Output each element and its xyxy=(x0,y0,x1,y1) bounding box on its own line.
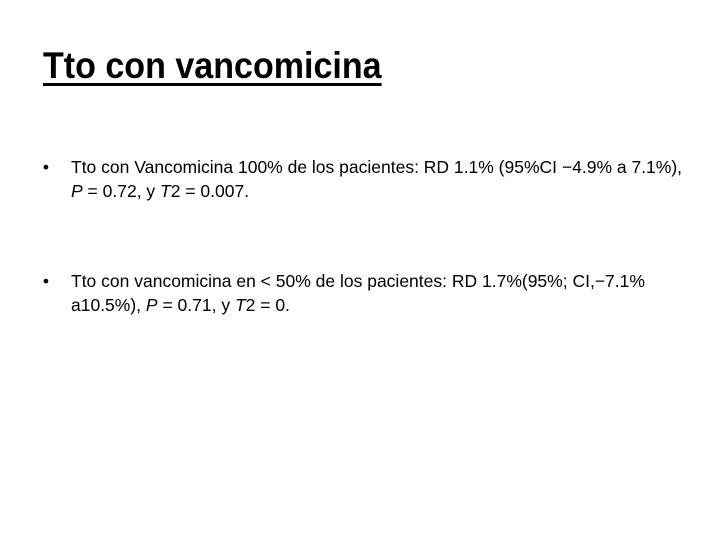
bullet-item-2 xyxy=(36,269,686,317)
bullet-text-part: Tto con vancomicina en < 50% de los pacientes: RD 1.7%(95%; CI,−7.1% a10.5%), xyxy=(71,271,645,315)
bullet-item-1 xyxy=(36,155,686,203)
bullet-marker: • xyxy=(42,157,50,177)
bullet-marker: • xyxy=(42,271,50,291)
bullet-text-part: 2 = 0. xyxy=(245,295,290,315)
bullet-text-part: 2 = 0.007. xyxy=(170,181,250,201)
bullet-text xyxy=(71,155,686,203)
bullet-text-part: Tto con Vancomicina 100% de los pacientes: RD 1.1% (95%CI −4.9% a 7.1%), xyxy=(71,157,683,177)
p-value-label: P xyxy=(145,295,158,315)
bullet-list xyxy=(36,155,686,383)
bullet-text-part: = 0.72, y xyxy=(82,181,161,201)
p-value-label: P xyxy=(71,181,83,201)
bullet-text-part: = 0.71, y xyxy=(157,295,235,315)
slide-title: Tto con vancomicina xyxy=(43,45,382,86)
tau-label: T xyxy=(234,295,246,315)
bullet-text xyxy=(71,269,686,317)
tau-label: T xyxy=(160,181,171,201)
